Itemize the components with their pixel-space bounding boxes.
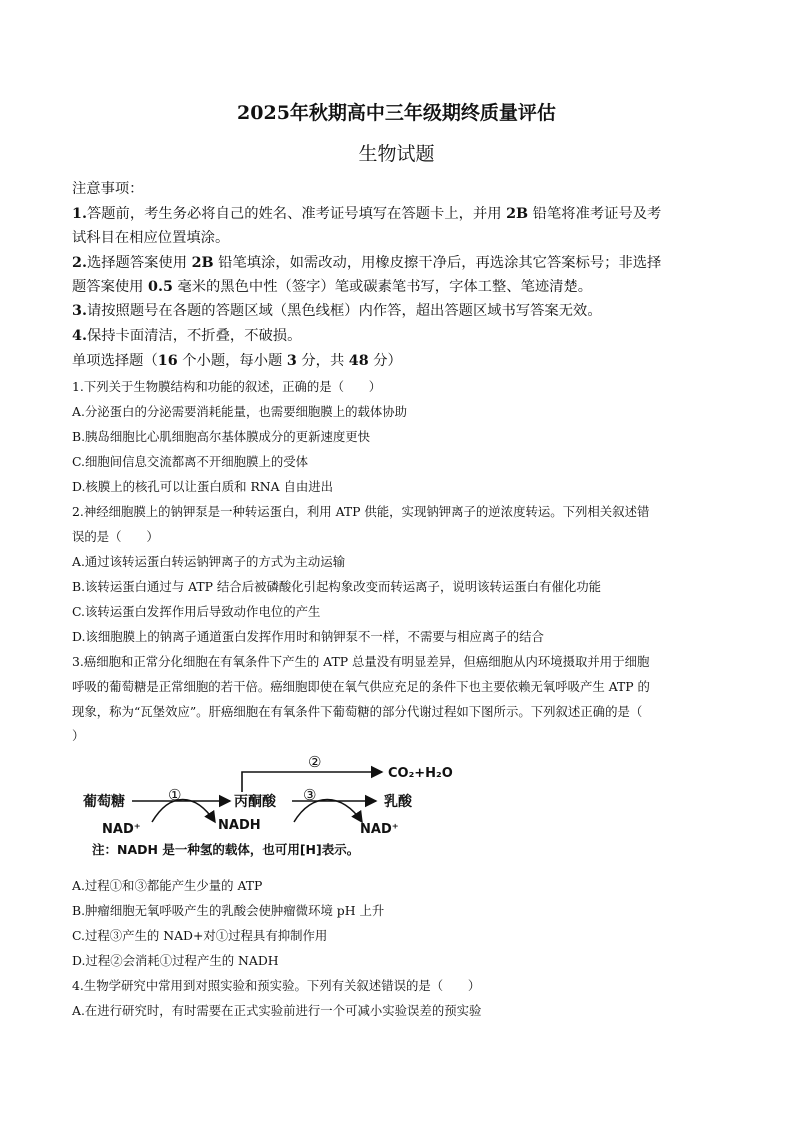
nadh-label: NADH bbox=[218, 818, 261, 833]
q4-stem: 4.生物学研究中常用到对照实验和预实验。下列有关叙述错误的是（ ） bbox=[72, 978, 481, 993]
subject-title: 生物试题 bbox=[358, 143, 435, 165]
section-text-g: 分） bbox=[368, 353, 402, 369]
metabolism-diagram bbox=[80, 750, 480, 862]
q4-option-a: A.在进行研究时，有时需要在正式实验前进行一个可减小实验误差的预实验 bbox=[72, 1003, 482, 1018]
step-3-label: ③ bbox=[303, 786, 317, 804]
q2-option-d: D.该细胞膜上的钠离子通道蛋白发挥作用时和钠钾泵不一样，不需要与相应离子的结合 bbox=[72, 629, 544, 644]
notice-item-3 bbox=[72, 300, 722, 320]
q1-stem: 1.下列关于生物膜结构和功能的叙述，正确的是（ ） bbox=[72, 379, 382, 394]
q2-stem-line1: 2.神经细胞膜上的钠钾泵是一种转运蛋白，利用 ATP 供能，实现钠钾离子的逆浓度转运。下列相关叙述错 bbox=[72, 504, 650, 519]
q2-stem-line2: 误的是（ ） bbox=[72, 529, 159, 544]
notice-item-2-text-b: 2B bbox=[191, 255, 214, 271]
q3-option-b: B.肿瘤细胞无氧呼吸产生的乳酸会使肿瘤微环境 pH 上升 bbox=[72, 903, 385, 918]
lactate-label: 乳酸 bbox=[384, 794, 412, 810]
q2-option-c: C.该转运蛋白发挥作用后导致动作电位的产生 bbox=[72, 604, 321, 619]
q3-stem-line4: ） bbox=[72, 728, 85, 743]
step-2-label: ② bbox=[308, 753, 322, 771]
notice-heading: 注意事项： bbox=[72, 181, 144, 197]
notice-item-2-text-c: 铅笔填涂，如需改动，用橡皮擦干净后，再选涂其它答案标号；非选择 bbox=[213, 255, 662, 271]
notice-item-1 bbox=[72, 203, 722, 223]
q3-stem-line3: 现象，称为“瓦堡效应”。肝癌细胞在有氧条件下葡萄糖的部分代谢过程如下图所示。下列叙述正确的是（ bbox=[72, 704, 643, 719]
section-count: 16 bbox=[157, 353, 178, 369]
section-text-c: 个小题，每小题 bbox=[177, 353, 287, 369]
nad-plus-label: NAD⁺ bbox=[102, 822, 141, 837]
notice-item-1-cont: 试科目在相应位置填涂。 bbox=[72, 230, 230, 246]
section-total: 48 bbox=[348, 353, 369, 369]
notice-item-1-text-c: 铅笔将准考证号及考 bbox=[528, 206, 662, 222]
notice-item-2-cont-c: 毫米的黑色中性（签字）笔或碳素笔书写，字体工整、笔迹清楚。 bbox=[172, 279, 593, 295]
q3-option-d: D.过程②会消耗①过程产生的 NADH bbox=[72, 953, 279, 968]
notice-item-3-num: 3. bbox=[72, 303, 87, 319]
q2-option-b: B.该转运蛋白通过与 ATP 结合后被磷酸化引起构象改变而转运离子，说明该转运蛋白有催化功能 bbox=[72, 579, 602, 594]
notice-item-2-cont-a: 题答案使用 bbox=[72, 279, 149, 295]
co2-h2o-label: CO₂+H₂O bbox=[388, 766, 453, 781]
notice-item-2-cont bbox=[72, 276, 722, 296]
notice-item-2 bbox=[72, 252, 722, 272]
notice-item-2-text-a: 选择题答案使用 bbox=[86, 255, 192, 271]
q1-option-b: B.胰岛细胞比心肌细胞高尔基体膜成分的更新速度更快 bbox=[72, 429, 371, 444]
q3-option-c: C.过程③产生的 NAD+对①过程具有抑制作用 bbox=[72, 928, 328, 943]
q1-option-d: D.核膜上的核孔可以让蛋白质和 RNA 自由进出 bbox=[72, 479, 334, 494]
q3-stem-line1: 3.癌细胞和正常分化细胞在有氧条件下产生的 ATP 总量没有明显差异，但癌细胞从内环境摄取并用于细胞 bbox=[72, 654, 650, 669]
exam-title: 2025年秋期高中三年级期终质量评估 bbox=[237, 102, 556, 124]
section-points: 3 bbox=[286, 353, 297, 369]
section-heading bbox=[72, 350, 722, 370]
q3-stem-line2: 呼吸的葡萄糖是正常细胞的若干倍。癌细胞即使在氧气供应充足的条件下也主要依赖无氧呼吸产生 ATP 的 bbox=[72, 679, 650, 694]
diagram-note: 注：NADH 是一种氢的载体，也可用[H]表示。 bbox=[92, 842, 360, 857]
q1-option-a: A.分泌蛋白的分泌需要消耗能量，也需要细胞膜上的载体协助 bbox=[72, 404, 408, 419]
step-1-label: ① bbox=[168, 786, 182, 804]
notice-item-1-text-a: 答题前，考生务必将自己的姓名、准考证号填写在答题卡上，并用 bbox=[86, 206, 507, 222]
arrow-nad-to-nadh bbox=[152, 800, 215, 823]
section-text-e: 分，共 bbox=[296, 353, 349, 369]
notice-item-1-num: 1. bbox=[72, 206, 87, 222]
notice-item-3-text: 请按照题号在各题的答题区域（黑色线框）内作答，超出答题区域书写答案无效。 bbox=[86, 303, 602, 319]
q2-option-a: A.通过该转运蛋白转运钠钾离子的方式为主动运输 bbox=[72, 554, 346, 569]
notice-item-1-text-b: 2B bbox=[506, 206, 529, 222]
notice-item-4 bbox=[72, 325, 722, 345]
notice-item-4-text: 保持卡面清洁，不折叠，不破损。 bbox=[86, 328, 302, 344]
section-text-a: 单项选择题（ bbox=[72, 353, 158, 369]
nad-plus-2-label: NAD⁺ bbox=[360, 822, 399, 837]
q3-option-a: A.过程①和③都能产生少量的 ATP bbox=[72, 878, 263, 893]
pyruvate-label: 丙酮酸 bbox=[234, 794, 276, 810]
notice-item-4-num: 4. bbox=[72, 328, 87, 344]
notice-item-2-cont-b: 0.5 bbox=[148, 279, 173, 295]
q1-option-c: C.细胞间信息交流都离不开细胞膜上的受体 bbox=[72, 454, 309, 469]
notice-item-2-num: 2. bbox=[72, 255, 87, 271]
glucose-label: 葡萄糖 bbox=[83, 794, 125, 810]
